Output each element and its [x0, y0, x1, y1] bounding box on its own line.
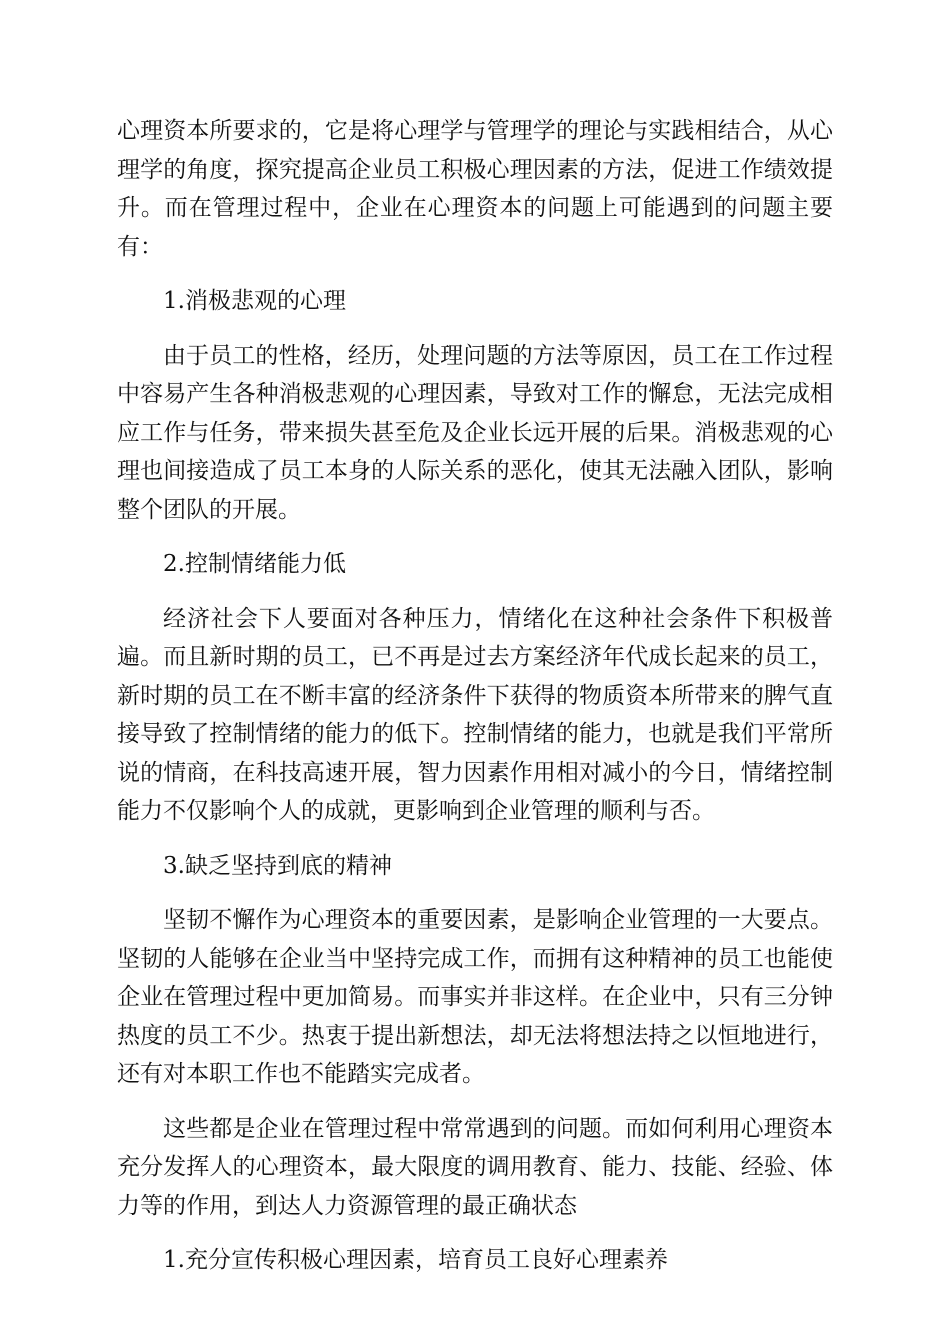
- document-body: [117, 112, 833, 1296]
- paragraph-perseverance: 坚韧不懈作为心理资本的重要因素，是影响企业管理的一大要点。坚韧的人能够在企业当中坚持完成工作，而拥有这种精神的员工也能使企业在管理过程中更加简易。而事实并非这样。在企业中，只有三分钟热度的员工不少。热衷于提出新想法，却无法将想法持之以恒地进行，还有对本职工作也不能踏实完成者。: [117, 907, 833, 1087]
- section-heading-perseverance: 3.缺乏坚持到底的精神: [163, 852, 392, 879]
- paragraph-summary: 这些都是企业在管理过程中常常遇到的问题。而如何利用心理资本充分发挥人的心理资本，最大限度的调用教育、能力、技能、经验、体力等的作用，到达人力资源管理的最正确状态: [117, 1115, 833, 1219]
- paragraph-emotion-control: 经济社会下人要面对各种压力，情绪化在这种社会条件下积极普遍。而且新时期的员工，已不再是过去方案经济年代成长起来的员工，新时期的员工在不断丰富的经济条件下获得的物质资本所带来的脾气直接导致了控制情绪的能力的低下。控制情绪的能力，也就是我们平常所说的情商，在科技高速开展，智力因素作用相对减小的今日，情绪控制能力不仅影响个人的成就，更影响到企业管理的顺利与否。: [117, 605, 833, 824]
- section-heading-emotion-control: 2.控制情绪能力低: [163, 551, 346, 577]
- section-heading-promote-positive: 1.充分宣传积极心理因素，培育员工良好心理素养: [163, 1247, 668, 1273]
- paragraph-intro-continuation: 心理资本所要求的，它是将心理学与管理学的理论与实践相结合，从心理学的角度，探究提高企业员工积极心理因素的方法，促进工作绩效提升。而在管理过程中，企业在心理资本的问题上可能遇到的问题主要有：: [117, 118, 833, 260]
- section-heading-negative-mindset: 1.消极悲观的心理: [163, 288, 346, 314]
- paragraph-negative-mindset: 由于员工的性格，经历，处理问题的方法等原因，员工在工作过程中容易产生各种消极悲观的心理因素，导致对工作的懈怠，无法完成相应工作与任务，带来损失甚至危及企业长远开展的后果。消极悲观的心理也间接造成了员工本身的人际关系的恶化，使其无法融入团队，影响整个团队的开展。: [117, 342, 833, 523]
